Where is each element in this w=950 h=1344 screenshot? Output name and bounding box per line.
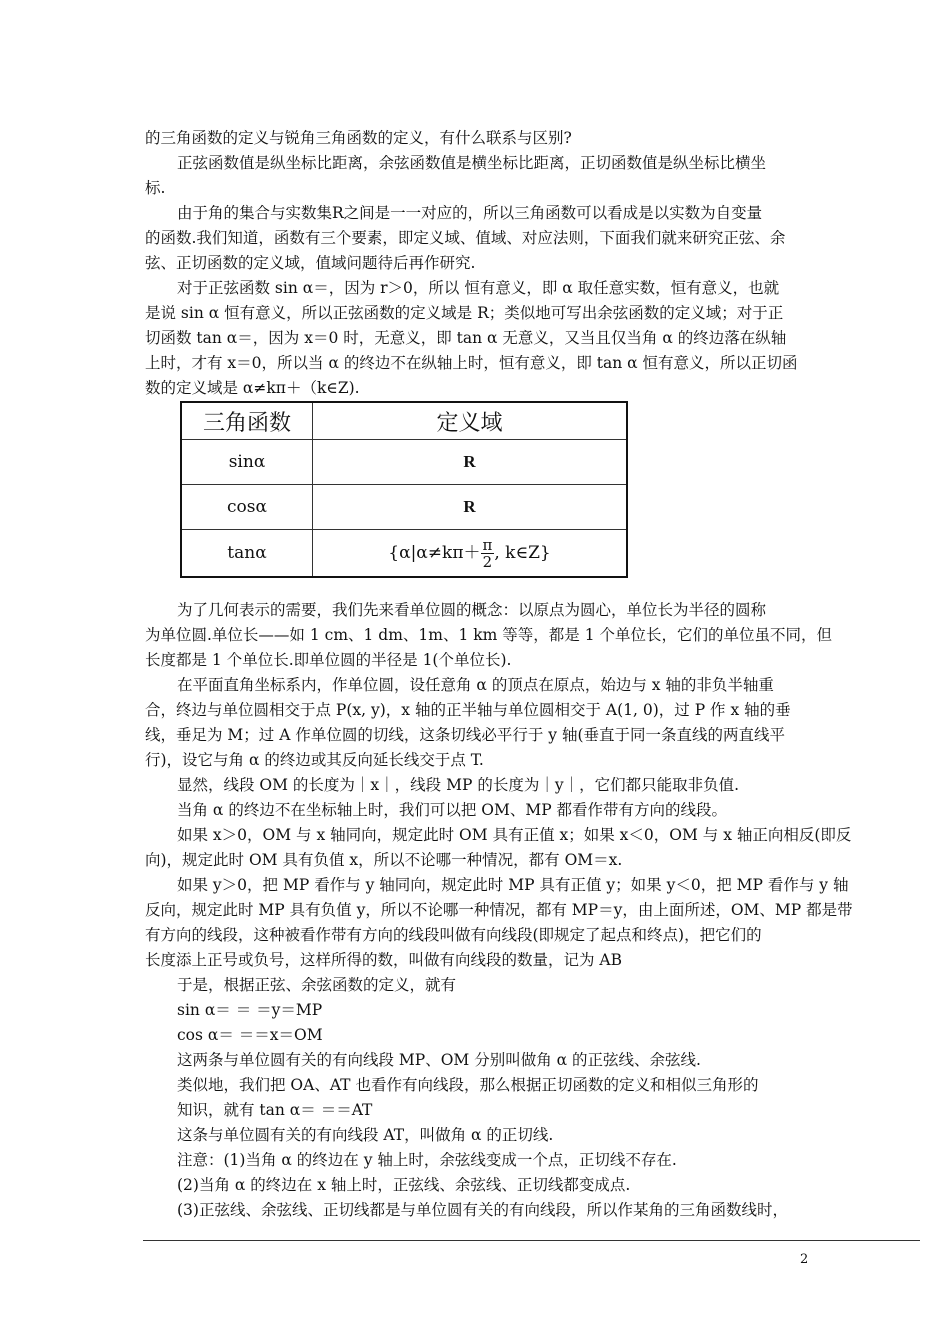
table-cell-domain: R xyxy=(313,485,628,530)
paragraph-line: 行)，设它与角 α 的终边或其反向延长线交于点 T. xyxy=(145,751,484,769)
paragraph-line: 是说 sin α 恒有意义，所以正弦函数的定义域是 R；类似地可写出余弦函数的定义域；对于正 xyxy=(145,304,784,322)
table-cell-function: cosα xyxy=(181,485,313,530)
fraction xyxy=(481,537,495,570)
table-row xyxy=(181,485,627,530)
table-cell-function: sinα xyxy=(181,440,313,485)
table-cell-function: tanα xyxy=(181,530,313,578)
paragraph-line: 显然，线段 OM 的长度为｜x｜，线段 MP 的长度为｜y｜，它们都只能取非负值. xyxy=(177,776,740,794)
paragraph-line: 这条与单位圆有关的有向线段 AT，叫做角 α 的正切线. xyxy=(177,1126,554,1144)
paragraph-line: 的函数.我们知道，函数有三个要素，即定义域、值域、对应法则，下面我们就来研究正弦、余 xyxy=(145,229,786,247)
page-number: 2 xyxy=(800,1252,809,1267)
paragraph-line: 注意：(1)当角 α 的终边在 y 轴上时，余弦线变成一个点，正切线不存在. xyxy=(177,1151,677,1169)
paragraph-line: 为了几何表示的需要，我们先来看单位圆的概念：以原点为圆心，单位长为半径的圆称 xyxy=(177,601,767,619)
paragraph-line: 为单位圆.单位长——如 1 cm、1 dm、1m、1 km 等等，都是 1 个单位长，它们的单位虽不同，但 xyxy=(145,626,833,644)
paragraph-line: 长度都是 1 个单位长.即单位圆的半径是 1(个单位长). xyxy=(145,651,512,669)
domain-prefix: {α|α≠kπ＋ xyxy=(388,542,481,563)
paragraph-line: 长度添上正号或负号，这样所得的数，叫做有向线段的数量，记为 AB xyxy=(145,951,623,969)
paragraph-line: 如果 x＞0，OM 与 x 轴同向，规定此时 OM 具有正值 x；如果 x＜0，OM 与 x 轴正向相反(即反 xyxy=(177,826,852,844)
table-row xyxy=(181,440,627,485)
paragraph-line: (2)当角 α 的终边在 x 轴上时，正弦线、余弦线、正切线都变成点. xyxy=(177,1176,631,1194)
paragraph-line: 知识，就有 tan α＝ ＝＝AT xyxy=(177,1101,373,1119)
paragraph-line: (3)正弦线、余弦线、正切线都是与单位圆有关的有向线段，所以作某角的三角函数线时， xyxy=(177,1201,788,1219)
table-header-cell: 三角函数 xyxy=(181,402,313,440)
footer-divider xyxy=(143,1240,920,1241)
paragraph-line: 数的定义域是 α≠kπ＋（k∈Z). xyxy=(145,379,360,397)
paragraph-line: 类似地，我们把 OA、AT 也看作有向线段，那么根据正切函数的定义和相似三角形的 xyxy=(177,1076,759,1094)
paragraph-line: 合，终边与单位圆相交于点 P(x, y)，x 轴的正半轴与单位圆相交于 A(1, 0)，过 P 作 x 轴的垂 xyxy=(145,701,791,719)
table-header-cell: 定义域 xyxy=(313,402,628,440)
table-cell-domain xyxy=(313,530,628,578)
paragraph-line: 上时，才有 x＝0，所以当 α 的终边不在纵轴上时，恒有意义，即 tan α 恒有意义，所以正切函 xyxy=(145,354,798,372)
paragraph-line: 线，垂足为 M；过 A 作单位圆的切线，这条切线必平行于 y 轴(垂直于同一条直线的两直线平 xyxy=(145,726,786,744)
paragraph-line: 的三角函数的定义与锐角三角函数的定义，有什么联系与区别? xyxy=(145,129,572,147)
formula-line: cos α＝ ＝＝x＝OM xyxy=(177,1026,323,1044)
formula-line: sin α＝ ＝ ＝y＝MP xyxy=(177,1001,323,1019)
table-row xyxy=(181,530,627,578)
domain-suffix: , k∈Z} xyxy=(494,542,551,563)
fraction-numerator: π xyxy=(482,535,493,554)
table-cell-domain: R xyxy=(313,440,628,485)
table-header-row xyxy=(181,402,627,440)
fraction-denominator: 2 xyxy=(482,552,493,571)
paragraph-line: 当角 α 的终边不在坐标轴上时，我们可以把 OM、MP 都看作带有方向的线段。 xyxy=(177,801,728,819)
paragraph-line: 这两条与单位圆有关的有向线段 MP、OM 分别叫做角 α 的正弦线、余弦线. xyxy=(177,1051,701,1069)
paragraph-line: 切函数 tan α＝，因为 x＝0 时，无意义，即 tan α 无意义，又当且仅当角 α 的终边落在纵轴 xyxy=(145,329,787,347)
paragraph-line: 如果 y＞0，把 MP 看作与 y 轴同向，规定此时 MP 具有正值 y；如果 y＜0，把 MP 看作与 y 轴 xyxy=(177,876,849,894)
trig-domain-table xyxy=(180,401,628,578)
paragraph-line: 由于角的集合与实数集R之间是一一对应的，所以三角函数可以看成是以实数为自变量 xyxy=(177,204,763,222)
paragraph-line: 弦、正切函数的定义域，值域问题待后再作研究. xyxy=(145,254,476,272)
paragraph-line: 有方向的线段，这种被看作带有方向的线段叫做有向线段(即规定了起点和终点)，把它们的 xyxy=(145,926,762,944)
paragraph-line: 正弦函数值是纵坐标比距离，余弦函数值是横坐标比距离，正切函数值是纵坐标比横坐 xyxy=(177,154,767,172)
paragraph-line: 反向，规定此时 MP 具有负值 y，所以不论哪一种情况，都有 MP＝y，由上面所述，OM、MP 都是带 xyxy=(145,901,853,919)
paragraph-line: 在平面直角坐标系内，作单位圆，设任意角 α 的顶点在原点，始边与 x 轴的非负半轴重 xyxy=(177,676,774,694)
paragraph-line: 向)，规定此时 OM 具有负值 x，所以不论哪一种情况，都有 OM＝x. xyxy=(145,851,623,869)
paragraph-line: 标. xyxy=(145,179,166,197)
paragraph-line: 于是，根据正弦、余弦函数的定义，就有 xyxy=(177,976,457,994)
paragraph-line: 对于正弦函数 sin α＝，因为 r＞0，所以 恒有意义，即 α 取任意实数，恒有意义，也就 xyxy=(177,279,780,297)
